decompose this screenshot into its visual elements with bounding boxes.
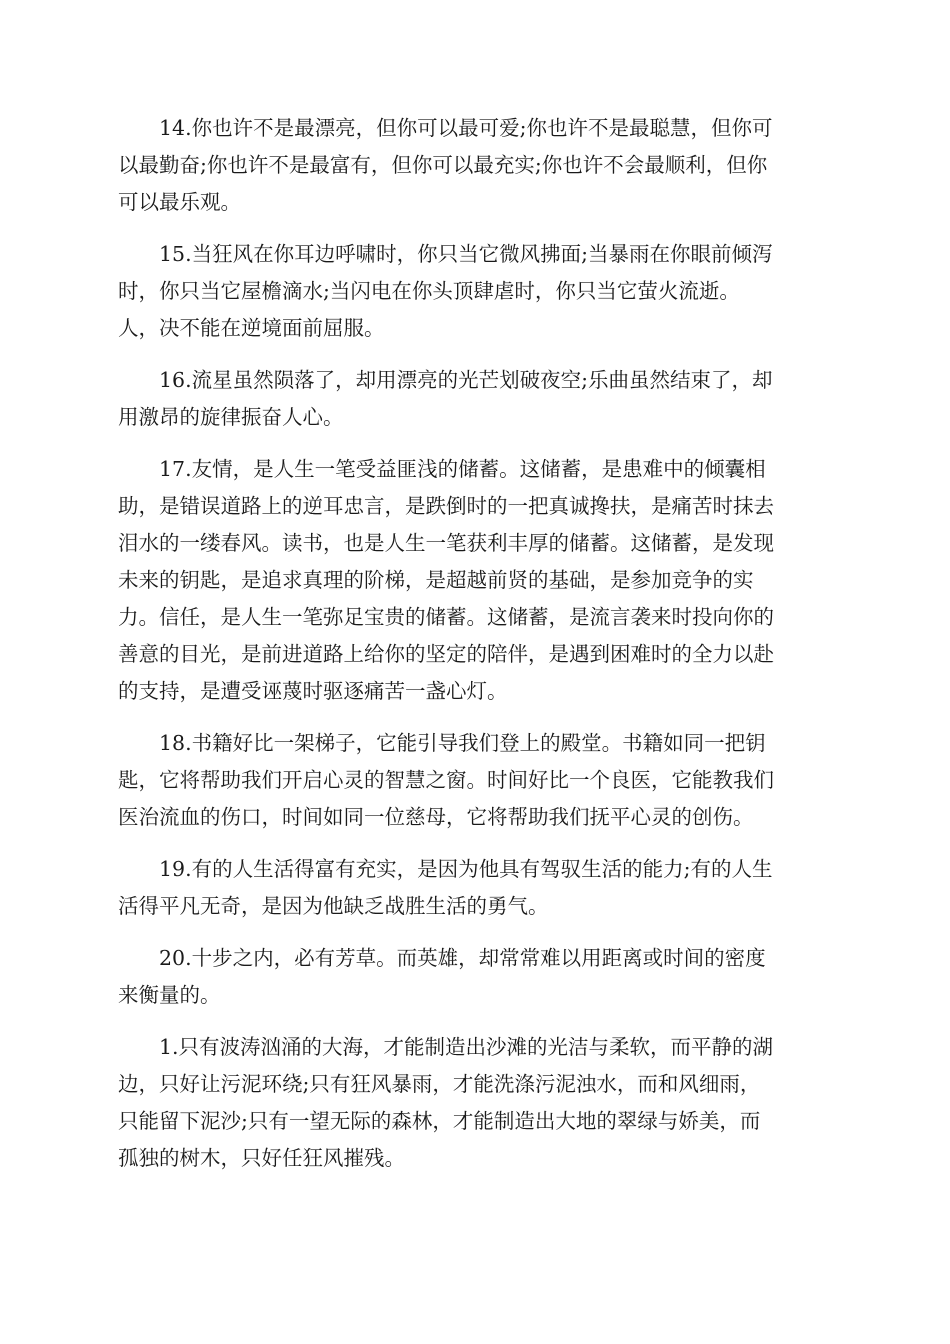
- paragraph-1: [118, 1029, 836, 1177]
- paragraph-line: 1.只有波涛汹涌的大海，才能制造出沙滩的光洁与柔软，而平静的湖: [159, 1035, 774, 1059]
- paragraph-16: [118, 362, 836, 436]
- paragraph-line: 15.当狂风在你耳边呼啸时，你只当它微风拂面;当暴雨在你眼前倾泻: [159, 242, 773, 266]
- paragraph-line: 20.十步之内，必有芳草。而英雄，却常常难以用距离或时间的密度: [159, 946, 766, 970]
- paragraph-20: [118, 940, 836, 1014]
- paragraph-line: 19.有的人生活得富有充实，是因为他具有驾驭生活的能力;有的人生: [159, 857, 773, 881]
- paragraph-14: [118, 110, 836, 221]
- paragraph-line: 未来的钥匙，是追求真理的阶梯，是超越前贤的基础，是参加竞争的实: [118, 568, 754, 592]
- paragraph-line: 善意的目光，是前进道路上给你的坚定的陪伴，是遇到困难时的全力以赴: [118, 642, 774, 666]
- paragraph-line: 助，是错误道路上的逆耳忠言，是跌倒时的一把真诚搀扶，是痛苦时抹去: [118, 494, 774, 518]
- paragraph-line: 来衡量的。: [118, 983, 221, 1007]
- document-page: [118, 110, 836, 1192]
- paragraph-line: 泪水的一缕春风。读书，也是人生一笔获利丰厚的储蓄。这储蓄，是发现: [118, 531, 774, 555]
- paragraph-line: 医治流血的伤口，时间如同一位慈母，它将帮助我们抚平心灵的创伤。: [118, 805, 754, 829]
- paragraph-line: 边，只好让污泥环绕;只有狂风暴雨，才能洗涤污泥浊水，而和风细雨，: [118, 1072, 761, 1096]
- paragraph-line: 14.你也许不是最漂亮，但你可以最可爱;你也许不是最聪慧，但你可: [159, 116, 773, 140]
- paragraph-line: 17.友情，是人生一笔受益匪浅的储蓄。这储蓄，是患难中的倾囊相: [159, 457, 766, 481]
- paragraph-line: 人，决不能在逆境面前屈服。: [118, 316, 385, 340]
- paragraph-line: 匙，它将帮助我们开启心灵的智慧之窗。时间好比一个良医，它能教我们: [118, 768, 774, 792]
- paragraph-line: 用激昂的旋律振奋人心。: [118, 405, 344, 429]
- paragraph-line: 力。信任，是人生一笔弥足宝贵的储蓄。这储蓄，是流言袭来时投向你的: [118, 605, 774, 629]
- paragraph-19: [118, 851, 836, 925]
- paragraph-line: 以最勤奋;你也许不是最富有，但你可以最充实;你也许不会最顺利，但你: [118, 153, 768, 177]
- paragraph-line: 只能留下泥沙;只有一望无际的森林，才能制造出大地的翠绿与娇美，而: [118, 1109, 761, 1133]
- paragraph-line: 可以最乐观。: [118, 190, 241, 214]
- paragraph-18: [118, 725, 836, 836]
- paragraph-line: 16.流星虽然陨落了，却用漂亮的光芒划破夜空;乐曲虽然结束了，却: [159, 368, 773, 392]
- paragraph-17: [118, 451, 836, 710]
- paragraph-line: 的支持，是遭受诬蔑时驱逐痛苦一盏心灯。: [118, 679, 508, 703]
- paragraph-15: [118, 236, 836, 347]
- paragraph-line: 活得平凡无奇，是因为他缺乏战胜生活的勇气。: [118, 894, 549, 918]
- paragraph-line: 孤独的树木，只好任狂风摧残。: [118, 1146, 405, 1170]
- paragraph-line: 时，你只当它屋檐滴水;当闪电在你头顶肆虐时，你只当它萤火流逝。: [118, 279, 740, 303]
- paragraph-line: 18.书籍好比一架梯子，它能引导我们登上的殿堂。书籍如同一把钥: [159, 731, 766, 755]
